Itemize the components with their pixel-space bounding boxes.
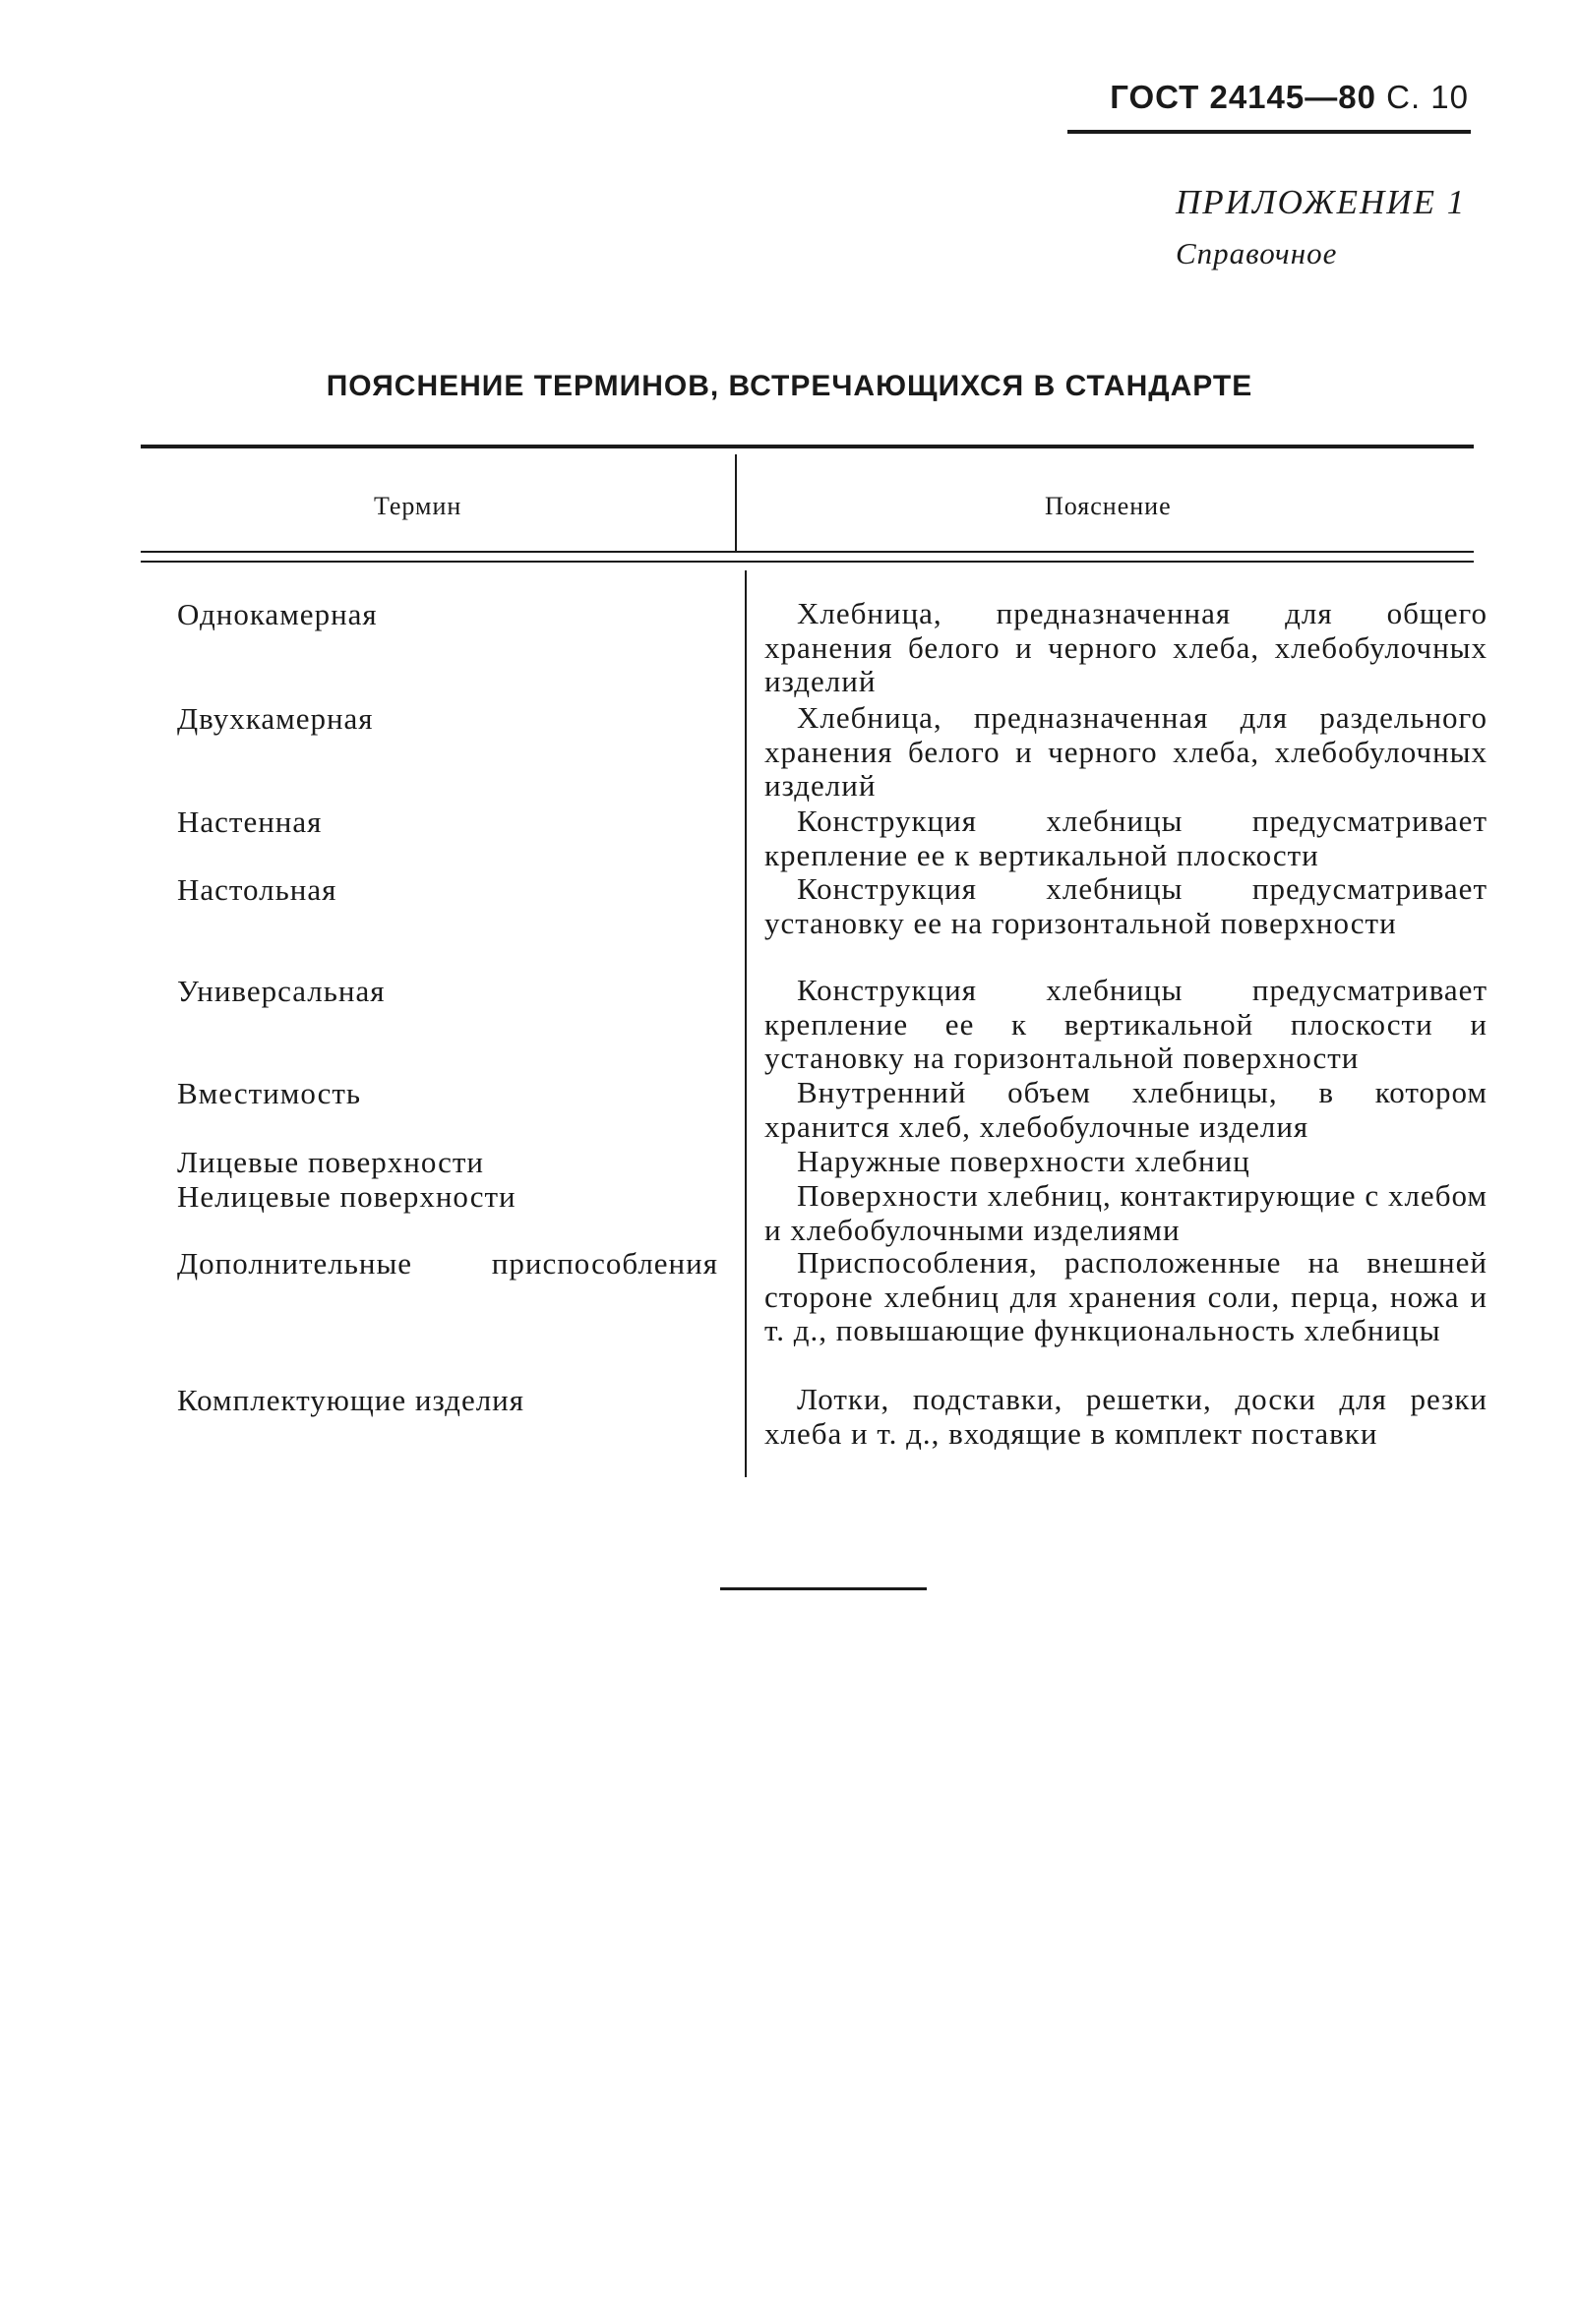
table-row-explanation: Внутренний объем хлебницы, в котором хранится хлеб, хлебобулочные изделия xyxy=(764,1075,1488,1144)
header-column-divider xyxy=(735,454,737,551)
table-row-explanation: Наружные поверхности хлебниц xyxy=(797,1144,1250,1178)
header-rule xyxy=(1067,130,1471,134)
table-row-explanation: Конструкция хлебницы предусматривает установку ее на горизонтальной поверхности xyxy=(764,871,1488,940)
table-row-explanation: Хлебница, предназначенная для раздельного хранения белого и черного хлеба, хлебобулочных изделий xyxy=(764,700,1488,803)
column-header-explanation: Пояснение xyxy=(1045,492,1172,520)
end-rule xyxy=(720,1587,927,1590)
table-row-term: Настенная xyxy=(177,804,323,839)
header-rule-2 xyxy=(141,561,1474,563)
table-row-explanation: Лотки, подставки, решетки, доски для резки хлеба и т. д., входящие в комплект поставки xyxy=(764,1382,1488,1451)
table-top-rule xyxy=(141,445,1474,448)
appendix-title: ПРИЛОЖЕНИЕ 1 xyxy=(1176,183,1467,221)
table-row-explanation: Конструкция хлебницы предусматривает крепление ее к вертикальной плоскости xyxy=(764,804,1488,872)
table-row-term: Двухкамерная xyxy=(177,701,374,736)
appendix-subtitle: Справочное xyxy=(1176,236,1338,270)
table-row-explanation: Поверхности хлебниц, контактирующие с хлебом и хлебобулочными изделиями xyxy=(764,1178,1488,1247)
document-heading: ПОЯСНЕНИЕ ТЕРМИНОВ, ВСТРЕЧАЮЩИХСЯ В СТАНДАРТЕ xyxy=(326,370,1253,402)
table-row-term: Настольная xyxy=(177,872,337,907)
column-header-term: Термин xyxy=(374,492,462,520)
table-row-term: Дополнительные приспособления xyxy=(177,1246,718,1281)
table-row-explanation: Хлебница, предназначенная для общего хранения белого и черного хлеба, хлебобулочных изделий xyxy=(764,596,1488,698)
body-column-divider xyxy=(745,570,747,1477)
standard-code-label: ГОСТ 24145—80 С. 10 xyxy=(1110,79,1469,115)
page-number: С. 10 xyxy=(1386,79,1469,115)
table-row-explanation: Конструкция хлебницы предусматривает крепление ее к вертикальной плоскости и установку на горизонтальной поверхности xyxy=(764,973,1488,1075)
table-row-term: Комплектующие изделия xyxy=(177,1383,525,1417)
header-rule-1 xyxy=(141,551,1474,553)
table-row-term: Однокамерная xyxy=(177,597,378,631)
table-row-term: Нелицевые поверхности xyxy=(177,1179,516,1214)
table-row-term: Лицевые поверхности xyxy=(177,1145,485,1179)
table-row-explanation: Приспособления, расположенные на внешней стороне хлебниц для хранения соли, перца, ножа и т. д., повышающие функциональность хлебницы xyxy=(764,1245,1488,1347)
table-row-term: Универсальная xyxy=(177,974,386,1008)
table-row-term: Вместимость xyxy=(177,1076,362,1110)
